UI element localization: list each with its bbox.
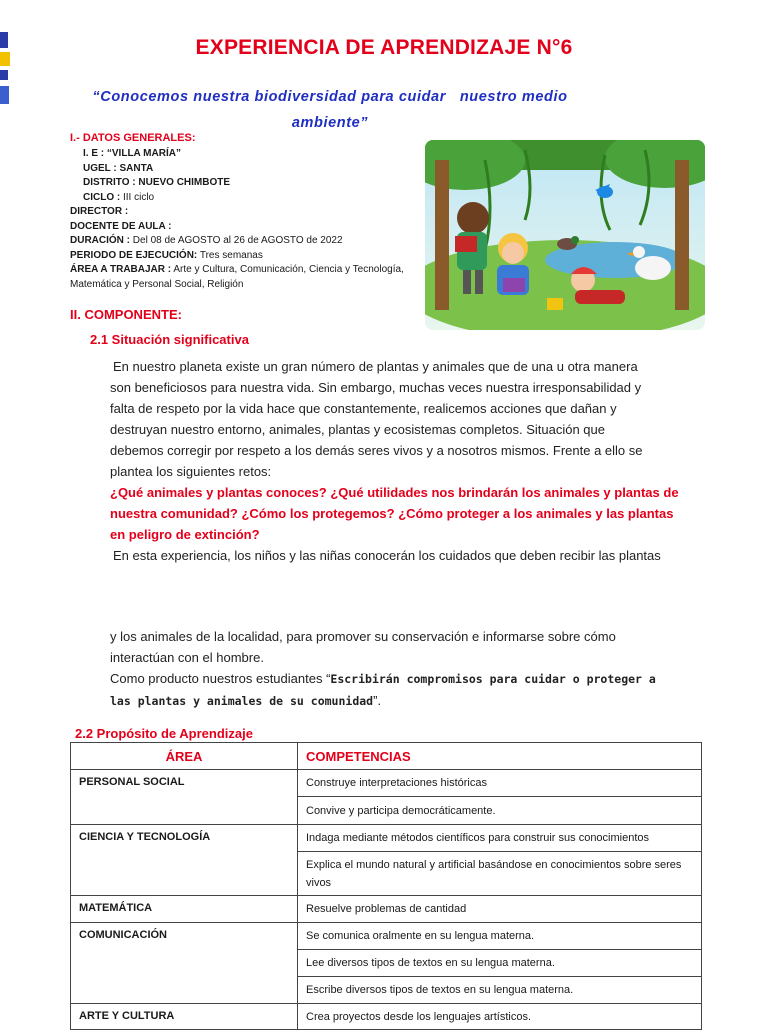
competencia-cell: Crea proyectos desde los lenguajes artísticos. bbox=[298, 1004, 702, 1030]
area-cell: CIENCIA Y TECNOLOGÍA bbox=[71, 825, 298, 896]
header-competencias: COMPETENCIAS bbox=[298, 743, 702, 770]
producto-line-2 bbox=[110, 690, 710, 712]
datos-duracion-value: Del 08 de AGOSTO al 26 de AGOSTO de 2022 bbox=[132, 235, 343, 246]
header-area: ÁREA bbox=[71, 743, 298, 770]
competencia-cell: Se comunica oralmente en su lengua materna. bbox=[298, 923, 702, 950]
reto-line: en peligro de extinción? bbox=[110, 527, 260, 542]
datos-duracion bbox=[70, 234, 343, 249]
reto-line: nuestra comunidad? ¿Cómo los protegemos? ¿Cómo proteger a los animales y las plantas bbox=[110, 506, 674, 521]
subtitle-line-1: “Conocemos nuestra biodiversidad para cuidar nuestro medio bbox=[92, 89, 568, 105]
situacion-heading: 2.1 Situación significativa bbox=[90, 332, 249, 347]
competencia-cell: Resuelve problemas de cantidad bbox=[298, 896, 702, 923]
datos-area-label: ÁREA A TRABAJAR : bbox=[70, 264, 172, 275]
area-cell: PERSONAL SOCIAL bbox=[71, 770, 298, 825]
producto-suffix: ”. bbox=[373, 693, 382, 708]
datos-director-label: DIRECTOR : bbox=[70, 206, 129, 217]
competencia-cell: Escribe diversos tipos de textos en su lengua materna. bbox=[298, 977, 702, 1004]
datos-distrito bbox=[83, 176, 230, 191]
area-cell: COMUNICACIÓN bbox=[71, 923, 298, 1004]
datos-docente bbox=[70, 220, 171, 235]
table-row bbox=[71, 923, 702, 950]
producto-bold-2: las plantas y animales de su comunidad bbox=[110, 694, 374, 708]
producto-paragraph bbox=[110, 626, 710, 712]
table-row bbox=[71, 1004, 702, 1030]
table-row bbox=[71, 770, 702, 797]
datos-ie bbox=[83, 147, 181, 162]
paragraph-line: En esta experiencia, los niños y las niñas conocerán los cuidados que deben recibir las plantas bbox=[113, 548, 661, 563]
paragraph-line: interactúan con el hombre. bbox=[110, 650, 264, 665]
datos-ie-text: I. E : “VILLA MARÍA” bbox=[83, 148, 181, 159]
subtitle-line-2: ambiente” bbox=[291, 115, 369, 131]
datos-ugel-text: UGEL : SANTA bbox=[83, 162, 154, 174]
competencia-cell: Explica el mundo natural y artificial basándose en conocimientos sobre seres vivos bbox=[298, 852, 702, 896]
competencia-cell: Convive y participa democráticamente. bbox=[298, 797, 702, 825]
componente-heading: II. COMPONENTE: bbox=[70, 307, 182, 322]
competencia-cell: Lee diversos tipos de textos en su lengua materna. bbox=[298, 950, 702, 977]
datos-periodo-value: Tres semanas bbox=[199, 249, 263, 261]
paragraph-line: destruyan nuestro entorno, animales, plantas y ecosistemas completos. Situación que bbox=[110, 422, 605, 437]
table-header-row bbox=[71, 743, 702, 770]
datos-area bbox=[70, 263, 420, 278]
datos-ciclo-label: CICLO : bbox=[83, 191, 121, 203]
producto-prefix: Como producto nuestros estudiantes “ bbox=[110, 671, 331, 686]
datos-ciclo bbox=[83, 191, 154, 206]
paragraph-line: En nuestro planeta existe un gran número de plantas y animales que de una u otra manera bbox=[113, 359, 638, 374]
reto-line: ¿Qué animales y plantas conoces? ¿Qué utilidades nos brindarán los animales y plantas de bbox=[110, 485, 679, 500]
paragraph-line: falta de respeto por la vida hace que constantemente, realicemos acciones que dañan y bbox=[110, 401, 617, 416]
kids-reading-nature-illustration bbox=[425, 140, 705, 330]
competencias-table bbox=[70, 742, 702, 1030]
paragraph-line: debemos corregir por respeto a los demás seres vivos y a nosotros mismos. Frente a ello se bbox=[110, 443, 643, 458]
datos-area-value-2: Matemática y Personal Social, Religión bbox=[70, 278, 244, 290]
page-title: EXPERIENCIA DE APRENDIZAJE N°6 bbox=[195, 36, 573, 59]
datos-distrito-text: DISTRITO : NUEVO CHIMBOTE bbox=[83, 177, 231, 188]
paragraph-line: son beneficiosos para nuestra vida. Sin embargo, muchas veces nuestra irresponsabilidad y bbox=[110, 380, 642, 395]
producto-bold-1: Escribirán compromisos para cuidar o proteger a bbox=[330, 672, 656, 686]
datos-area-cont bbox=[70, 278, 243, 293]
table-row bbox=[71, 825, 702, 852]
datos-periodo-label: PERIODO DE EJECUCIÓN: bbox=[70, 249, 198, 261]
datos-periodo bbox=[70, 249, 263, 264]
datos-generales-heading: I.- DATOS GENERALES: bbox=[70, 132, 196, 144]
producto-line-1 bbox=[110, 668, 710, 690]
datos-ciclo-value: III ciclo bbox=[123, 191, 155, 203]
datos-docente-label: DOCENTE DE AULA : bbox=[70, 220, 172, 232]
experience-subtitle bbox=[80, 84, 580, 136]
datos-area-value-1: Arte y Cultura, Comunicación, Ciencia y Tecnología, bbox=[173, 264, 404, 275]
paragraph-line: y los animales de la localidad, para promover su conservación e informarse sobre cómo bbox=[110, 629, 616, 644]
competencia-cell: Indaga mediante métodos científicos para construir sus conocimientos bbox=[298, 825, 702, 852]
datos-duracion-label: DURACIÓN : bbox=[70, 235, 130, 246]
datos-ugel bbox=[83, 162, 153, 177]
datos-director bbox=[70, 205, 128, 220]
paragraph-line: plantea los siguientes retos: bbox=[110, 464, 272, 479]
situacion-paragraph bbox=[110, 356, 710, 566]
competencia-cell: Construye interpretaciones históricas bbox=[298, 770, 702, 797]
proposito-heading: 2.2 Propósito de Aprendizaje bbox=[75, 726, 253, 741]
table-row bbox=[71, 896, 702, 923]
area-cell: MATEMÁTICA bbox=[71, 896, 298, 923]
area-cell: ARTE Y CULTURA bbox=[71, 1004, 298, 1030]
